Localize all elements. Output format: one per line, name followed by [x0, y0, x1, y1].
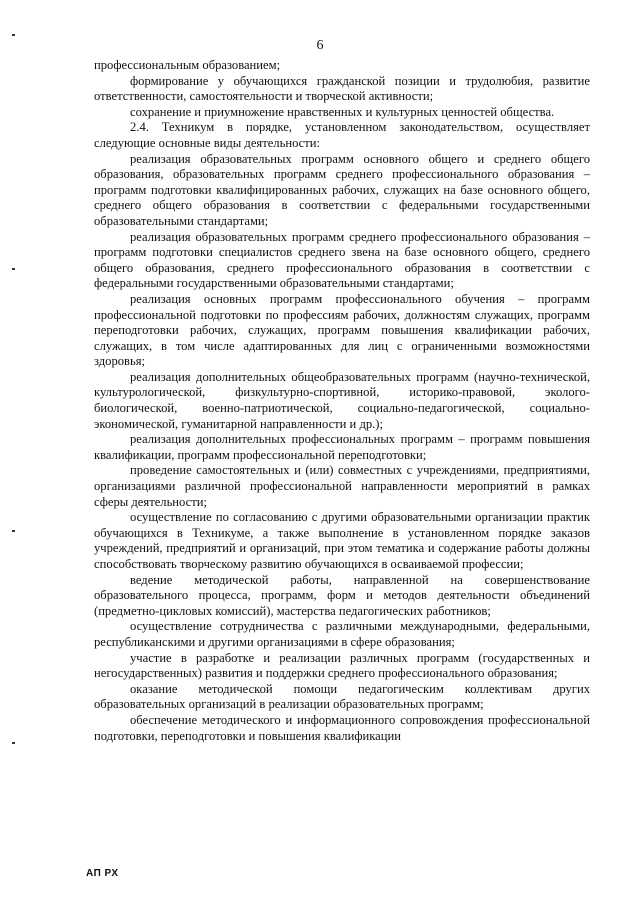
list-item: оказание методической помощи педагогическим коллективам других образовательных организаций в реализации образовательных программ; [94, 681, 590, 712]
margin-mark [12, 742, 15, 744]
list-item: осуществление сотрудничества с различными международными, федеральными, республиканскими и другими организациями в сфере образования; [94, 619, 590, 649]
list-item: реализация основных программ профессионального обучения – программ профессиональной подготовки по профессиям рабочих, должностям служащих, программ переподготовки рабочих, служащих, программ повышения квалификации рабочих, служащих, в том числе адаптированных для лиц с ограниченными возможностями здоровья; [94, 291, 590, 369]
list-item: ведение методической работы, направленной на совершенствование образовательного процесса, программ, форм и методов деятельности объединений (предметно-цикловых комиссий), мастерства педагогических работников; [94, 572, 590, 618]
list-item: проведение самостоятельных и (или) совместных с учреждениями, предприятиями, организациями различной профессиональной направленности мероприятий в рамках сферы деятельности; [94, 463, 590, 509]
margin-mark [12, 34, 15, 36]
list-item: осуществление по согласованию с другими образовательными организации практик обучающихся в Техникуме, а также выполнение в установленном порядке заказов учреждений, предприятий и организаций, при этом тематика и содержание работы должны способствовать творческому развитию обучающихся в осваиваемой профессии; [94, 510, 590, 571]
section-2-4-paragraph: 2.4. Техникум в порядке, установленном законодательством, осуществляет следующие основные виды деятельности: [94, 120, 590, 150]
list-item: обеспечение методического и информационного сопровождения профессиональной подготовки, переподготовки и повышения квалификации [94, 712, 590, 743]
margin-mark [12, 530, 15, 532]
margin-mark [12, 268, 15, 270]
list-item: реализация дополнительных профессиональных программ – программ повышения квалификации, программ профессиональной переподготовки; [94, 432, 590, 462]
page-number: 6 [316, 38, 324, 53]
paragraph: профессиональным образованием; [94, 58, 281, 72]
footer-stamp: АП РХ [86, 868, 119, 879]
list-item: участие в разработке и реализации различных программ (государственных и негосударственных) развития и поддержки среднего профессионального образования; [94, 650, 590, 681]
paragraph: сохранение и приумножение нравственных и культурных ценностей общества. [130, 104, 555, 119]
list-item: реализация образовательных программ основного общего и среднего общего образования, образовательных программ среднего профессионального образования – программ подготовки квалифицированных рабочих, служащих на базе основного общего, среднего общего образования в соответствии с федеральными государственными образовательными стандартами; [94, 151, 590, 228]
document-body [94, 58, 590, 744]
list-item: реализация дополнительных общеобразовательных программ (научно-технической, культурологической, физкультурно-спортивной, историко-правовой, эколого-биологической, военно-патриотической, социально-педагогической, социально-экономической, гуманитарной направленности и др.); [94, 369, 590, 431]
paragraph: формирование у обучающихся гражданской позиции и трудолюбия, развитие ответственности, самостоятельности и творческой активности; [94, 73, 590, 104]
list-item: реализация образовательных программ среднего профессионального образования – программ подготовки специалистов среднего звена на базе основного общего, среднего общего образования, среднего профессионального образования в соответствии с федеральными государственными образовательными стандартами; [94, 229, 590, 291]
